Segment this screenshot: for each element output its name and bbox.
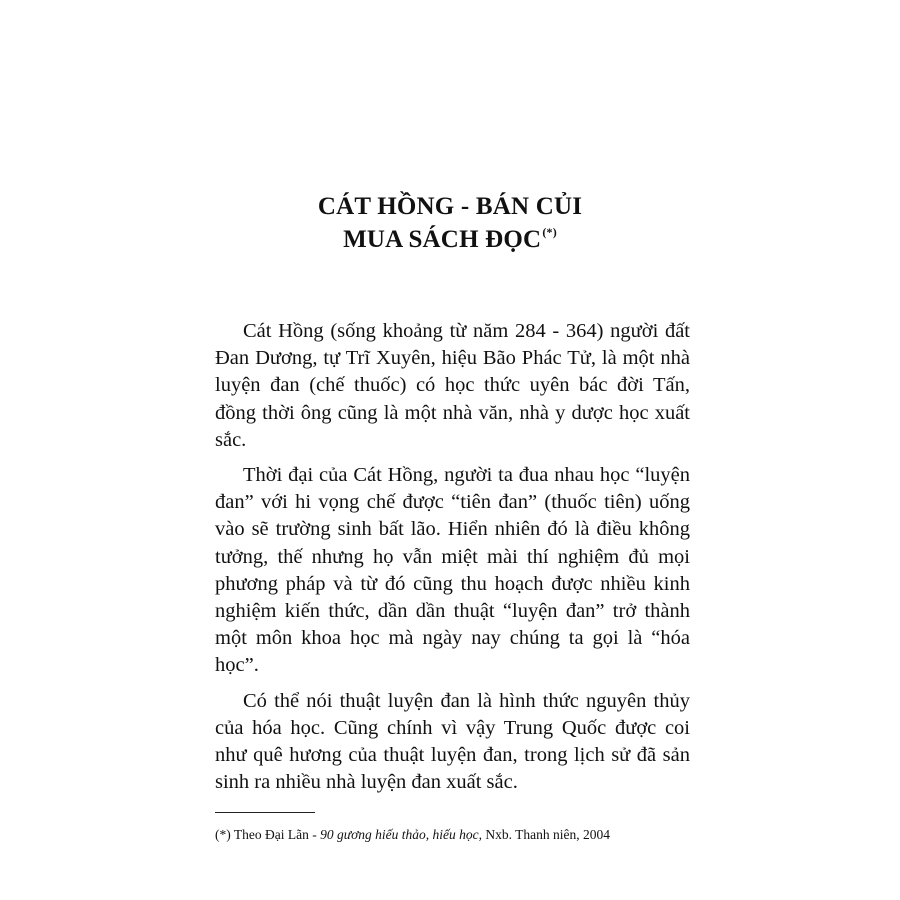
body-paragraph-1: Cát Hồng (sống khoảng từ năm 284 - 364) người đất Đan Dương, tự Trĩ Xuyên, hiệu Bão Phác Tử, là một nhà luyện đan (chế thuốc) có học thức uyên bác đời Tấn, đồng thời ông cũng là một nhà văn, nhà y dược học xuất sắc. xyxy=(215,320,690,451)
chapter-title-line-2 xyxy=(0,225,900,258)
footnote xyxy=(215,826,695,844)
chapter-body xyxy=(215,318,690,804)
body-paragraph-3: Có thể nói thuật luyện đan là hình thức nguyên thủy của hóa học. Cũng chính vì vậy Trung Quốc được coi như quê hương của thuật luyện đan, trong lịch sử đã sản sinh ra nhiều nhà luyện đan xuất sắc. xyxy=(215,689,690,794)
chapter-title-text-2: MUA SÁCH ĐỌC xyxy=(343,226,542,253)
footnote-divider xyxy=(215,812,315,813)
body-paragraph-2: Thời đại của Cát Hồng, người ta đua nhau học “luyện đan” với hi vọng chế được “tiên đan” (thuốc tiên) uống vào sẽ trường sinh bất lão. Hiển nhiên đó là điều không tưởng, thế nhưng họ vẫn miệt mài thí nghiệm đủ mọi phương pháp và từ đó cũng thu hoạch được nhiều kinh nghiệm kiến thức, dần dần thuật “luyện đan” trở thành một môn khoa học mà ngày nay chúng ta gọi là “hóa học”. xyxy=(215,464,690,677)
footnote-suffix: Nxb. Thanh niên, 2004 xyxy=(482,827,611,842)
footnote-prefix: (*) Theo Đại Lãn - xyxy=(215,827,321,842)
footnote-marker: (*) xyxy=(542,225,557,239)
footnote-book-title: 90 gương hiếu thảo, hiếu học, xyxy=(320,827,483,842)
chapter-title-line-1 xyxy=(0,192,900,222)
chapter-title-text-1: CÁT HỒNG - BÁN CỦI xyxy=(317,193,583,220)
